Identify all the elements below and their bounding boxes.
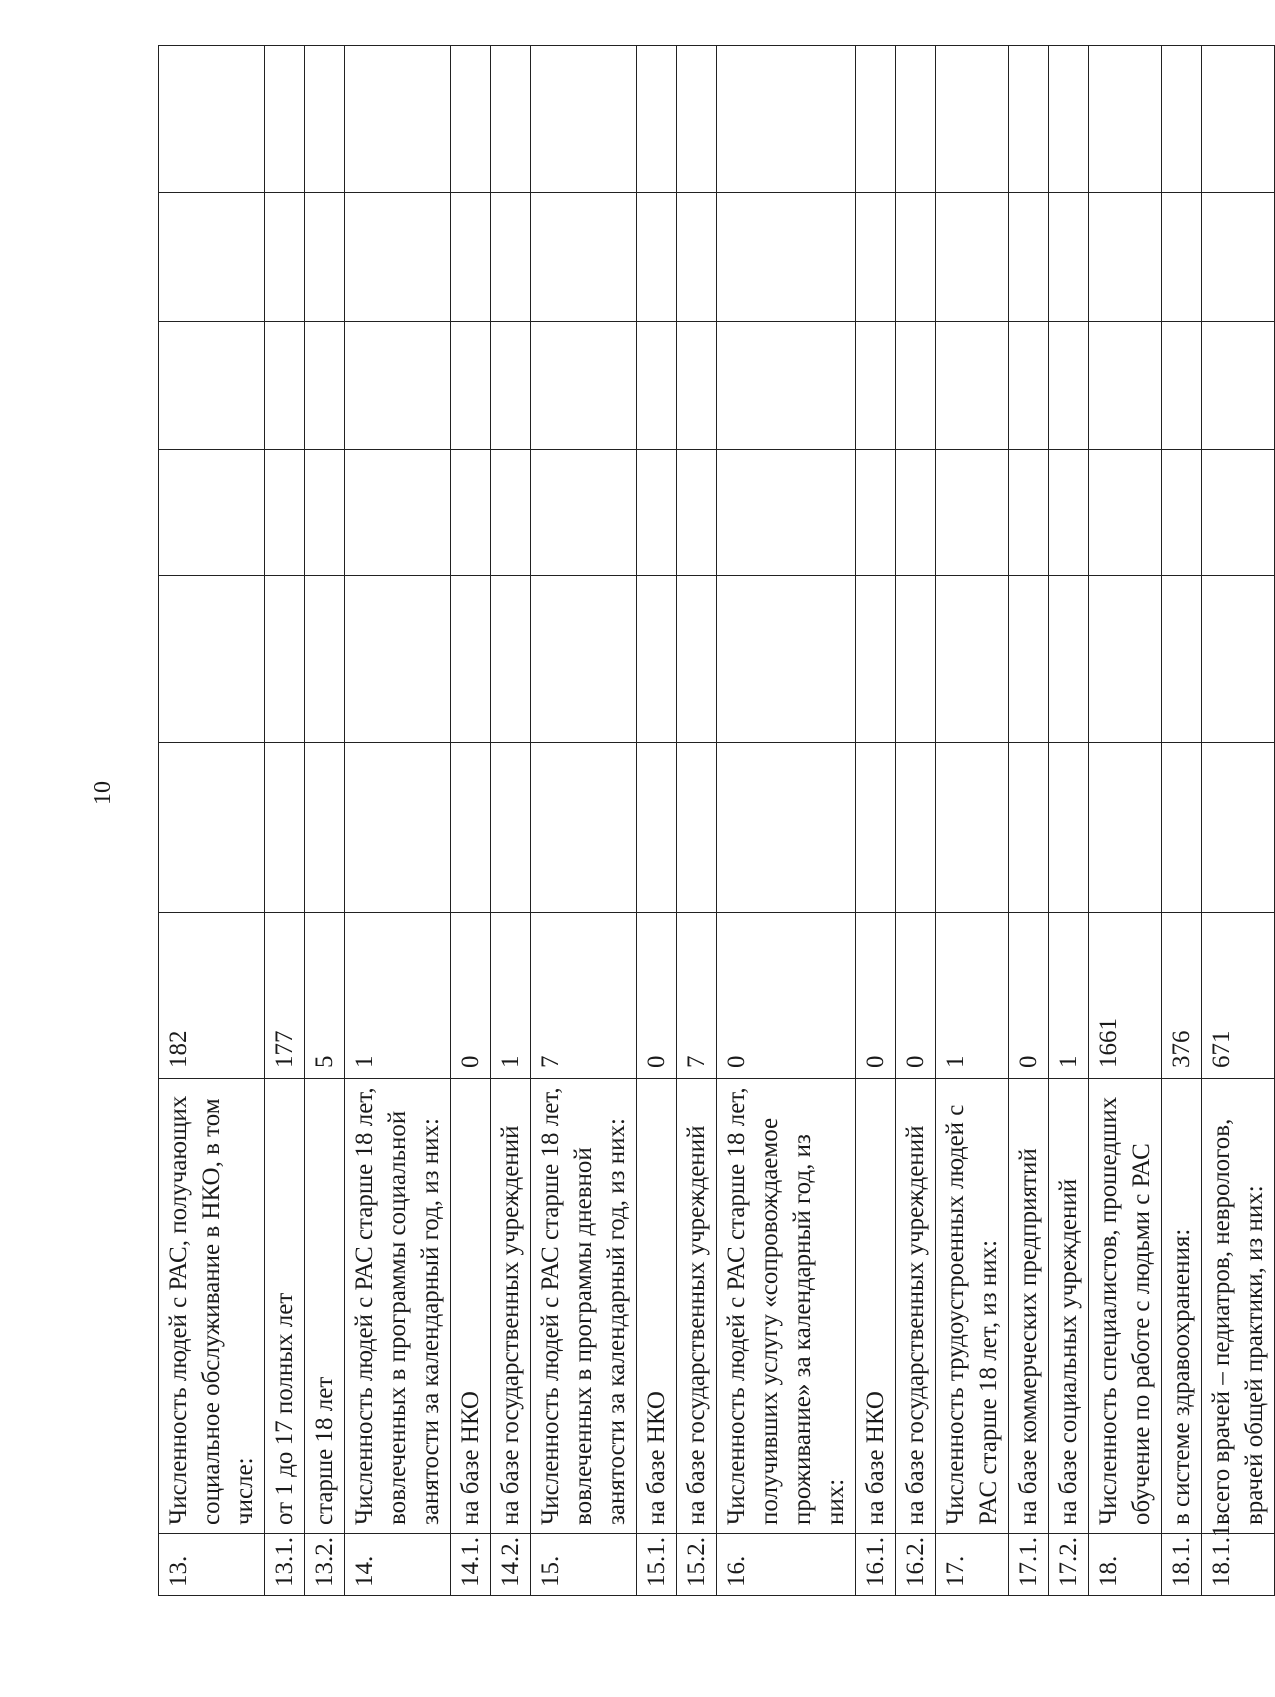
- row-label: всего врачей – педиатров, неврологов, врачей общей практики, из них:: [1202, 1079, 1275, 1534]
- table-row: [896, 46, 936, 1596]
- row-label: Численность специалистов, прошедших обучение по работе с людьми с РАС: [1089, 1079, 1162, 1534]
- row-value: 376: [1162, 913, 1202, 1079]
- table-row: [856, 46, 896, 1596]
- empty-cell: [491, 450, 531, 576]
- empty-cell: [936, 576, 1009, 743]
- table-row: [936, 46, 1009, 1596]
- empty-cell: [305, 450, 345, 576]
- empty-cell: [677, 46, 717, 193]
- row-label: Численность людей с РАС, получающих социальное обслуживание в НКО, в том числе:: [159, 1079, 265, 1534]
- empty-cell: [345, 743, 451, 913]
- empty-cell: [159, 450, 265, 576]
- row-number: 17.: [936, 1534, 1009, 1596]
- table-row: [1089, 46, 1162, 1596]
- empty-cell: [856, 576, 896, 743]
- row-number: 13.: [159, 1534, 265, 1596]
- empty-cell: [531, 450, 637, 576]
- row-value: 1: [491, 913, 531, 1079]
- empty-cell: [305, 743, 345, 913]
- table-row: [1162, 46, 1202, 1596]
- empty-cell: [717, 46, 856, 193]
- row-value: 1: [345, 913, 451, 1079]
- row-label: на базе государственных учреждений: [491, 1079, 531, 1534]
- empty-cell: [1089, 322, 1162, 450]
- empty-cell: [856, 46, 896, 193]
- table-row: [451, 46, 491, 1596]
- empty-cell: [1049, 743, 1089, 913]
- row-value: 182: [159, 913, 265, 1079]
- empty-cell: [677, 743, 717, 913]
- empty-cell: [1089, 450, 1162, 576]
- table-row: [491, 46, 531, 1596]
- empty-cell: [265, 46, 305, 193]
- empty-cell: [451, 193, 491, 322]
- empty-cell: [305, 576, 345, 743]
- empty-cell: [451, 743, 491, 913]
- row-number: 15.: [531, 1534, 637, 1596]
- row-value: 0: [1009, 913, 1049, 1079]
- empty-cell: [1202, 46, 1275, 193]
- empty-cell: [491, 46, 531, 193]
- empty-cell: [1162, 46, 1202, 193]
- row-value: 1661: [1089, 913, 1162, 1079]
- row-number: 13.1.: [265, 1534, 305, 1596]
- empty-cell: [1162, 322, 1202, 450]
- table-row: [345, 46, 451, 1596]
- table-row: [1049, 46, 1089, 1596]
- empty-cell: [856, 450, 896, 576]
- empty-cell: [159, 322, 265, 450]
- empty-cell: [1089, 576, 1162, 743]
- empty-cell: [531, 576, 637, 743]
- empty-cell: [1162, 576, 1202, 743]
- row-label: на базе коммерческих предприятий: [1009, 1079, 1049, 1534]
- table-row: [717, 46, 856, 1596]
- row-value: 0: [451, 913, 491, 1079]
- empty-cell: [637, 322, 677, 450]
- row-number: 16.: [717, 1534, 856, 1596]
- empty-cell: [159, 193, 265, 322]
- table-row: [159, 46, 265, 1596]
- row-number: 18.1.1.: [1202, 1534, 1275, 1596]
- empty-cell: [1049, 193, 1089, 322]
- empty-cell: [1009, 193, 1049, 322]
- row-value: 177: [265, 913, 305, 1079]
- table-row: [1009, 46, 1049, 1596]
- row-number: 13.2.: [305, 1534, 345, 1596]
- row-value: 0: [856, 913, 896, 1079]
- row-number: 17.2.: [1049, 1534, 1089, 1596]
- row-label: на базе НКО: [637, 1079, 677, 1534]
- row-label: от 1 до 17 полных лет: [265, 1079, 305, 1534]
- empty-cell: [159, 743, 265, 913]
- empty-cell: [936, 743, 1009, 913]
- row-value: 1: [1049, 913, 1089, 1079]
- empty-cell: [1009, 743, 1049, 913]
- empty-cell: [531, 193, 637, 322]
- empty-cell: [677, 576, 717, 743]
- empty-cell: [637, 193, 677, 322]
- empty-cell: [345, 322, 451, 450]
- empty-cell: [491, 322, 531, 450]
- empty-cell: [305, 46, 345, 193]
- page-number: 10: [90, 781, 116, 805]
- statistics-table: [158, 45, 1275, 1596]
- empty-cell: [451, 46, 491, 193]
- empty-cell: [1089, 743, 1162, 913]
- empty-cell: [717, 450, 856, 576]
- row-label: в системе здравоохранения:: [1162, 1079, 1202, 1534]
- row-label: старше 18 лет: [305, 1079, 345, 1534]
- empty-cell: [1202, 193, 1275, 322]
- row-value: 5: [305, 913, 345, 1079]
- empty-cell: [936, 322, 1009, 450]
- empty-cell: [265, 193, 305, 322]
- row-number: 15.1.: [637, 1534, 677, 1596]
- row-number: 18.: [1089, 1534, 1162, 1596]
- row-label: на базе государственных учреждений: [896, 1079, 936, 1534]
- empty-cell: [637, 46, 677, 193]
- empty-cell: [451, 450, 491, 576]
- empty-cell: [491, 576, 531, 743]
- empty-cell: [345, 46, 451, 193]
- row-value: 7: [531, 913, 637, 1079]
- empty-cell: [265, 322, 305, 450]
- empty-cell: [896, 743, 936, 913]
- table-row: [677, 46, 717, 1596]
- empty-cell: [1202, 743, 1275, 913]
- empty-cell: [1202, 322, 1275, 450]
- empty-cell: [265, 743, 305, 913]
- empty-cell: [1202, 450, 1275, 576]
- empty-cell: [531, 46, 637, 193]
- row-label: на базе НКО: [856, 1079, 896, 1534]
- empty-cell: [637, 743, 677, 913]
- row-value: 671: [1202, 913, 1275, 1079]
- table-row: [265, 46, 305, 1596]
- empty-cell: [1009, 322, 1049, 450]
- empty-cell: [1089, 46, 1162, 193]
- empty-cell: [896, 46, 936, 193]
- empty-cell: [677, 322, 717, 450]
- empty-cell: [491, 193, 531, 322]
- row-label: на базе государственных учреждений: [677, 1079, 717, 1534]
- empty-cell: [265, 450, 305, 576]
- empty-cell: [637, 450, 677, 576]
- empty-cell: [1089, 193, 1162, 322]
- empty-cell: [159, 46, 265, 193]
- empty-cell: [1049, 322, 1089, 450]
- empty-cell: [677, 193, 717, 322]
- empty-cell: [896, 193, 936, 322]
- row-label: Численность людей с РАС старше 18 лет, вовлеченных в программы социальной занятости за календарный год, из них:: [345, 1079, 451, 1534]
- row-number: 17.1.: [1009, 1534, 1049, 1596]
- empty-cell: [856, 193, 896, 322]
- empty-cell: [936, 46, 1009, 193]
- empty-cell: [677, 450, 717, 576]
- row-label: Численность людей с РАС старше 18 лет, вовлеченных в программы дневной занятости за календарный год, из них:: [531, 1079, 637, 1534]
- row-label: на базе НКО: [451, 1079, 491, 1534]
- empty-cell: [305, 193, 345, 322]
- row-value: 0: [717, 913, 856, 1079]
- empty-cell: [1202, 576, 1275, 743]
- empty-cell: [1009, 46, 1049, 193]
- row-value: 0: [896, 913, 936, 1079]
- row-number: 14.2.: [491, 1534, 531, 1596]
- empty-cell: [1049, 46, 1089, 193]
- empty-cell: [345, 450, 451, 576]
- empty-cell: [159, 576, 265, 743]
- empty-cell: [936, 450, 1009, 576]
- empty-cell: [265, 576, 305, 743]
- empty-cell: [717, 322, 856, 450]
- empty-cell: [531, 743, 637, 913]
- empty-cell: [1049, 450, 1089, 576]
- table-row: [531, 46, 637, 1596]
- empty-cell: [305, 322, 345, 450]
- empty-cell: [1162, 193, 1202, 322]
- empty-cell: [896, 576, 936, 743]
- table-row: [637, 46, 677, 1596]
- empty-cell: [1162, 450, 1202, 576]
- empty-cell: [637, 576, 677, 743]
- row-number: 14.1.: [451, 1534, 491, 1596]
- row-number: 14.: [345, 1534, 451, 1596]
- table-row: [305, 46, 345, 1596]
- empty-cell: [1009, 450, 1049, 576]
- rotated-table-wrapper: [158, 46, 1268, 1596]
- empty-cell: [717, 193, 856, 322]
- empty-cell: [1009, 576, 1049, 743]
- row-number: 16.2.: [896, 1534, 936, 1596]
- empty-cell: [531, 322, 637, 450]
- empty-cell: [896, 450, 936, 576]
- empty-cell: [717, 576, 856, 743]
- empty-cell: [856, 743, 896, 913]
- row-value: 7: [677, 913, 717, 1079]
- empty-cell: [491, 743, 531, 913]
- row-value: 1: [936, 913, 1009, 1079]
- empty-cell: [717, 743, 856, 913]
- row-number: 16.1.: [856, 1534, 896, 1596]
- empty-cell: [1162, 743, 1202, 913]
- empty-cell: [451, 576, 491, 743]
- empty-cell: [856, 322, 896, 450]
- row-label: Численность трудоустроенных людей с РАС старше 18 лет, из них:: [936, 1079, 1009, 1534]
- row-number: 18.1.: [1162, 1534, 1202, 1596]
- empty-cell: [451, 322, 491, 450]
- table-row: [1202, 46, 1275, 1596]
- row-number: 15.2.: [677, 1534, 717, 1596]
- empty-cell: [1049, 576, 1089, 743]
- row-value: 0: [637, 913, 677, 1079]
- row-label: Численность людей с РАС старше 18 лет, получивших услугу «сопровождаемое проживание» за календарный год, из них:: [717, 1079, 856, 1534]
- row-label: на базе социальных учреждений: [1049, 1079, 1089, 1534]
- empty-cell: [896, 322, 936, 450]
- empty-cell: [345, 193, 451, 322]
- empty-cell: [345, 576, 451, 743]
- empty-cell: [936, 193, 1009, 322]
